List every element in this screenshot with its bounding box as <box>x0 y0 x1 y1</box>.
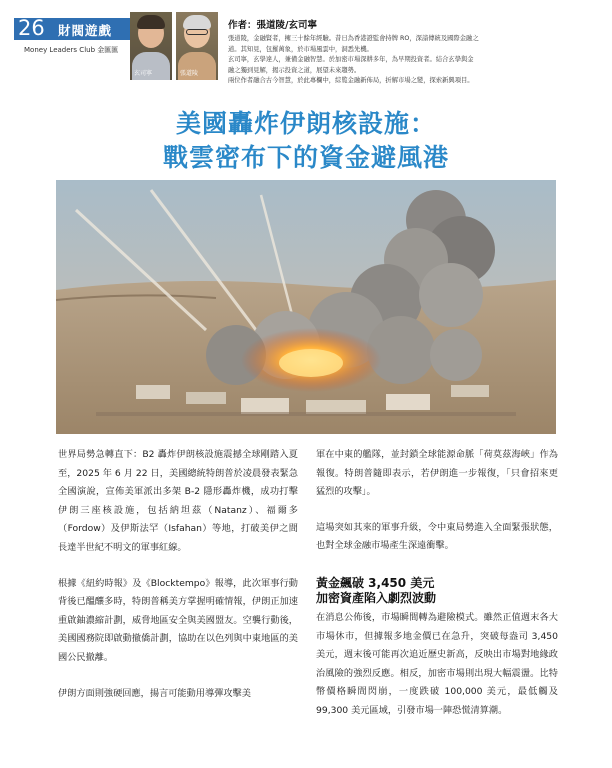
section-name: 財閥遊戲 <box>58 23 113 38</box>
article-paragraph: 這場突如其來的軍事升級，令中東局勢進入全面緊張狀態，也對全球金融市場產生深遠衝擊。 <box>316 521 558 552</box>
article-paragraph: 在消息公佈後，市場瞬間轉為避險模式。雖然正值週末各大市場休市，但據報多地金價已在急升，突破每盎司 3,450 美元，週末後可能再次追近歷史新高，反映出市場對地緣政治風險的強烈反應。相反，加密市場則出現大幅震盪。比特幣價格瞬間閃崩，一度跌破 100,000 美元，最低觸及 99,300 美元區域，引發市場一陣恐慌清算潮。 <box>316 611 558 716</box>
author-bio-line: 兩位作者融合古今智慧，於此專欄中，綜覧金融新佈局，折解市場之變，探索新興項目。 <box>228 77 474 84</box>
author-avatar-2 <box>176 12 218 80</box>
author-bio-line: 道。其知見，包羅萬象，於市場風雲中，洞悉先機。 <box>228 45 373 53</box>
article-subheading-line-1: 黃金飆破 3,450 美元 <box>316 575 435 590</box>
article-subheading <box>316 576 558 606</box>
author-bio-line: 玄司寧，玄學達人，兼備金融智慧。於加密市場深耕多年，為早期投資者。結合玄學與金 <box>228 56 474 63</box>
article-paragraph: 軍在中東的艦隊，並封鎖全球能源命脈「荷莫茲海峽」作為報復。特朗普隨即表示，若伊朗進一步報復，「只會招來更猛烈的攻擊」。 <box>316 449 558 498</box>
article-column-right <box>316 446 558 721</box>
avatar-caption: 張道陵 <box>180 70 199 77</box>
article-column-left <box>58 446 298 703</box>
article-paragraph: 伊朗方面則強硬回應，揚言可能動用導彈攻擊美 <box>58 687 251 699</box>
author-bio-line: 融之獨到見解，揭示投資之道，展望未來趨勢。 <box>228 66 361 74</box>
author-bio <box>228 17 600 87</box>
author-title: 作者：張道陵/玄司寧 <box>228 20 317 31</box>
airstrike-explosion-photo <box>56 180 556 434</box>
author-bio-line: 張道陵，金融賢者，擁三十餘年經驗。昔日為香港證監會持牌 RO，深諳傳統及國際金融之 <box>228 35 479 42</box>
article-paragraph: 世界局勢急轉直下：B2 轟炸伊朗核設施震撼全球剛踏入夏至，2025 年 6 月 22 日，美國總統特朗普於凌晨發表緊急全國演說，宣佈美軍派出多架 B-2 隱形轟炸機，成功打擊伊朗三座核設施，包括納坦茲（Natanz）、福爾多（Fordow）及伊斯法罕（Isfahan）等地，打破美伊之間長達半世紀不明文的軍事紅線。 <box>58 449 298 553</box>
author-avatar-1 <box>130 12 172 80</box>
page-number: 26 <box>18 16 45 40</box>
club-name: Money Leaders Club 金匯匯 <box>24 46 119 54</box>
article-headline-line-1: 美國轟炸伊朗核設施： <box>175 109 436 138</box>
article-paragraph: 根據《紐約時報》及《Blocktempo》報導，此次軍事行動背後已醞釀多時，特朗普稱美方掌握明確情報，伊朗正加速重啟鈾濃縮計劃，威脅地區安全與美國盟友。空襲行動後，美國國務院即啟動撤僑計劃，協助在以色列與中東地區的美國公民撤離。 <box>58 577 298 663</box>
article-subheading-line-2: 加密資產陷入劇烈波動 <box>316 590 437 605</box>
page-header <box>0 0 612 96</box>
avatar-caption: 玄司寧 <box>134 70 153 77</box>
article-headline-line-2: 戰雲密布下的資金避風港 <box>162 143 449 172</box>
